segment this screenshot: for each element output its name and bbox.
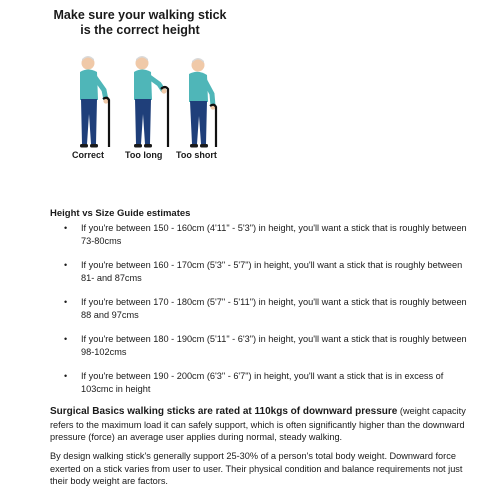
capacity-paragraph — [50, 405, 470, 444]
list-item: • If you're between 180 - 190cm (5'11" - 6'3") in height, you'll want a stick that is roughly between 98-102cms — [50, 333, 470, 359]
list-item: • If you're between 150 - 160cm (4'11" - 5'3") in height, you'll want a stick that is roughly between 73-80cms — [50, 222, 470, 248]
list-item: • If you're between 160 - 170cm (5'3" - 5'7") in height, you'll want a stick that is roughly between 81- and 87cms — [50, 259, 470, 285]
guide-heading: Height vs Size Guide estimates — [50, 208, 191, 219]
man-with-stick-too-short-icon — [180, 54, 228, 154]
list-item: • If you're between 190 - 200cm (6'3" - 6'7") in height, you'll want a stick that is in excess of 103cmc in height — [50, 370, 470, 396]
figure-too-short — [180, 54, 228, 154]
title-line-1: Make sure your walking stick — [53, 8, 227, 22]
guide-list — [50, 222, 470, 407]
support-paragraph: By design walking stick's generally support 25-30% of a person's total body weight. Downward force exerted on a stick varies from user to user. Their physical condition and balance requirements not just their body weight are factors. — [50, 451, 463, 487]
capacity-statement: Surgical Basics walking sticks are rated at 110kgs of downward pressure — [50, 406, 398, 417]
figure-correct — [70, 54, 118, 154]
man-with-stick-too-long-icon — [126, 54, 174, 154]
figure-label-too-long: Too long — [125, 150, 163, 160]
figure-label-correct: Correct — [72, 150, 105, 160]
title-line-2: is the correct height — [80, 23, 200, 37]
man-with-stick-correct-icon — [70, 54, 118, 154]
figure-too-long — [126, 54, 174, 154]
list-item: • If you're between 170 - 180cm (5'7" - 5'11") in height, you'll want a stick that is roughly between 88 and 97cms — [50, 296, 470, 322]
capacity-explanation: (weight capacity refers to the maximum load it can safely support, which is often significantly higher than the downward pressure (force) an average user applies during normal, steady walking. — [50, 406, 466, 443]
figure-label-too-short: Too short — [176, 150, 217, 160]
page-title — [40, 8, 240, 38]
